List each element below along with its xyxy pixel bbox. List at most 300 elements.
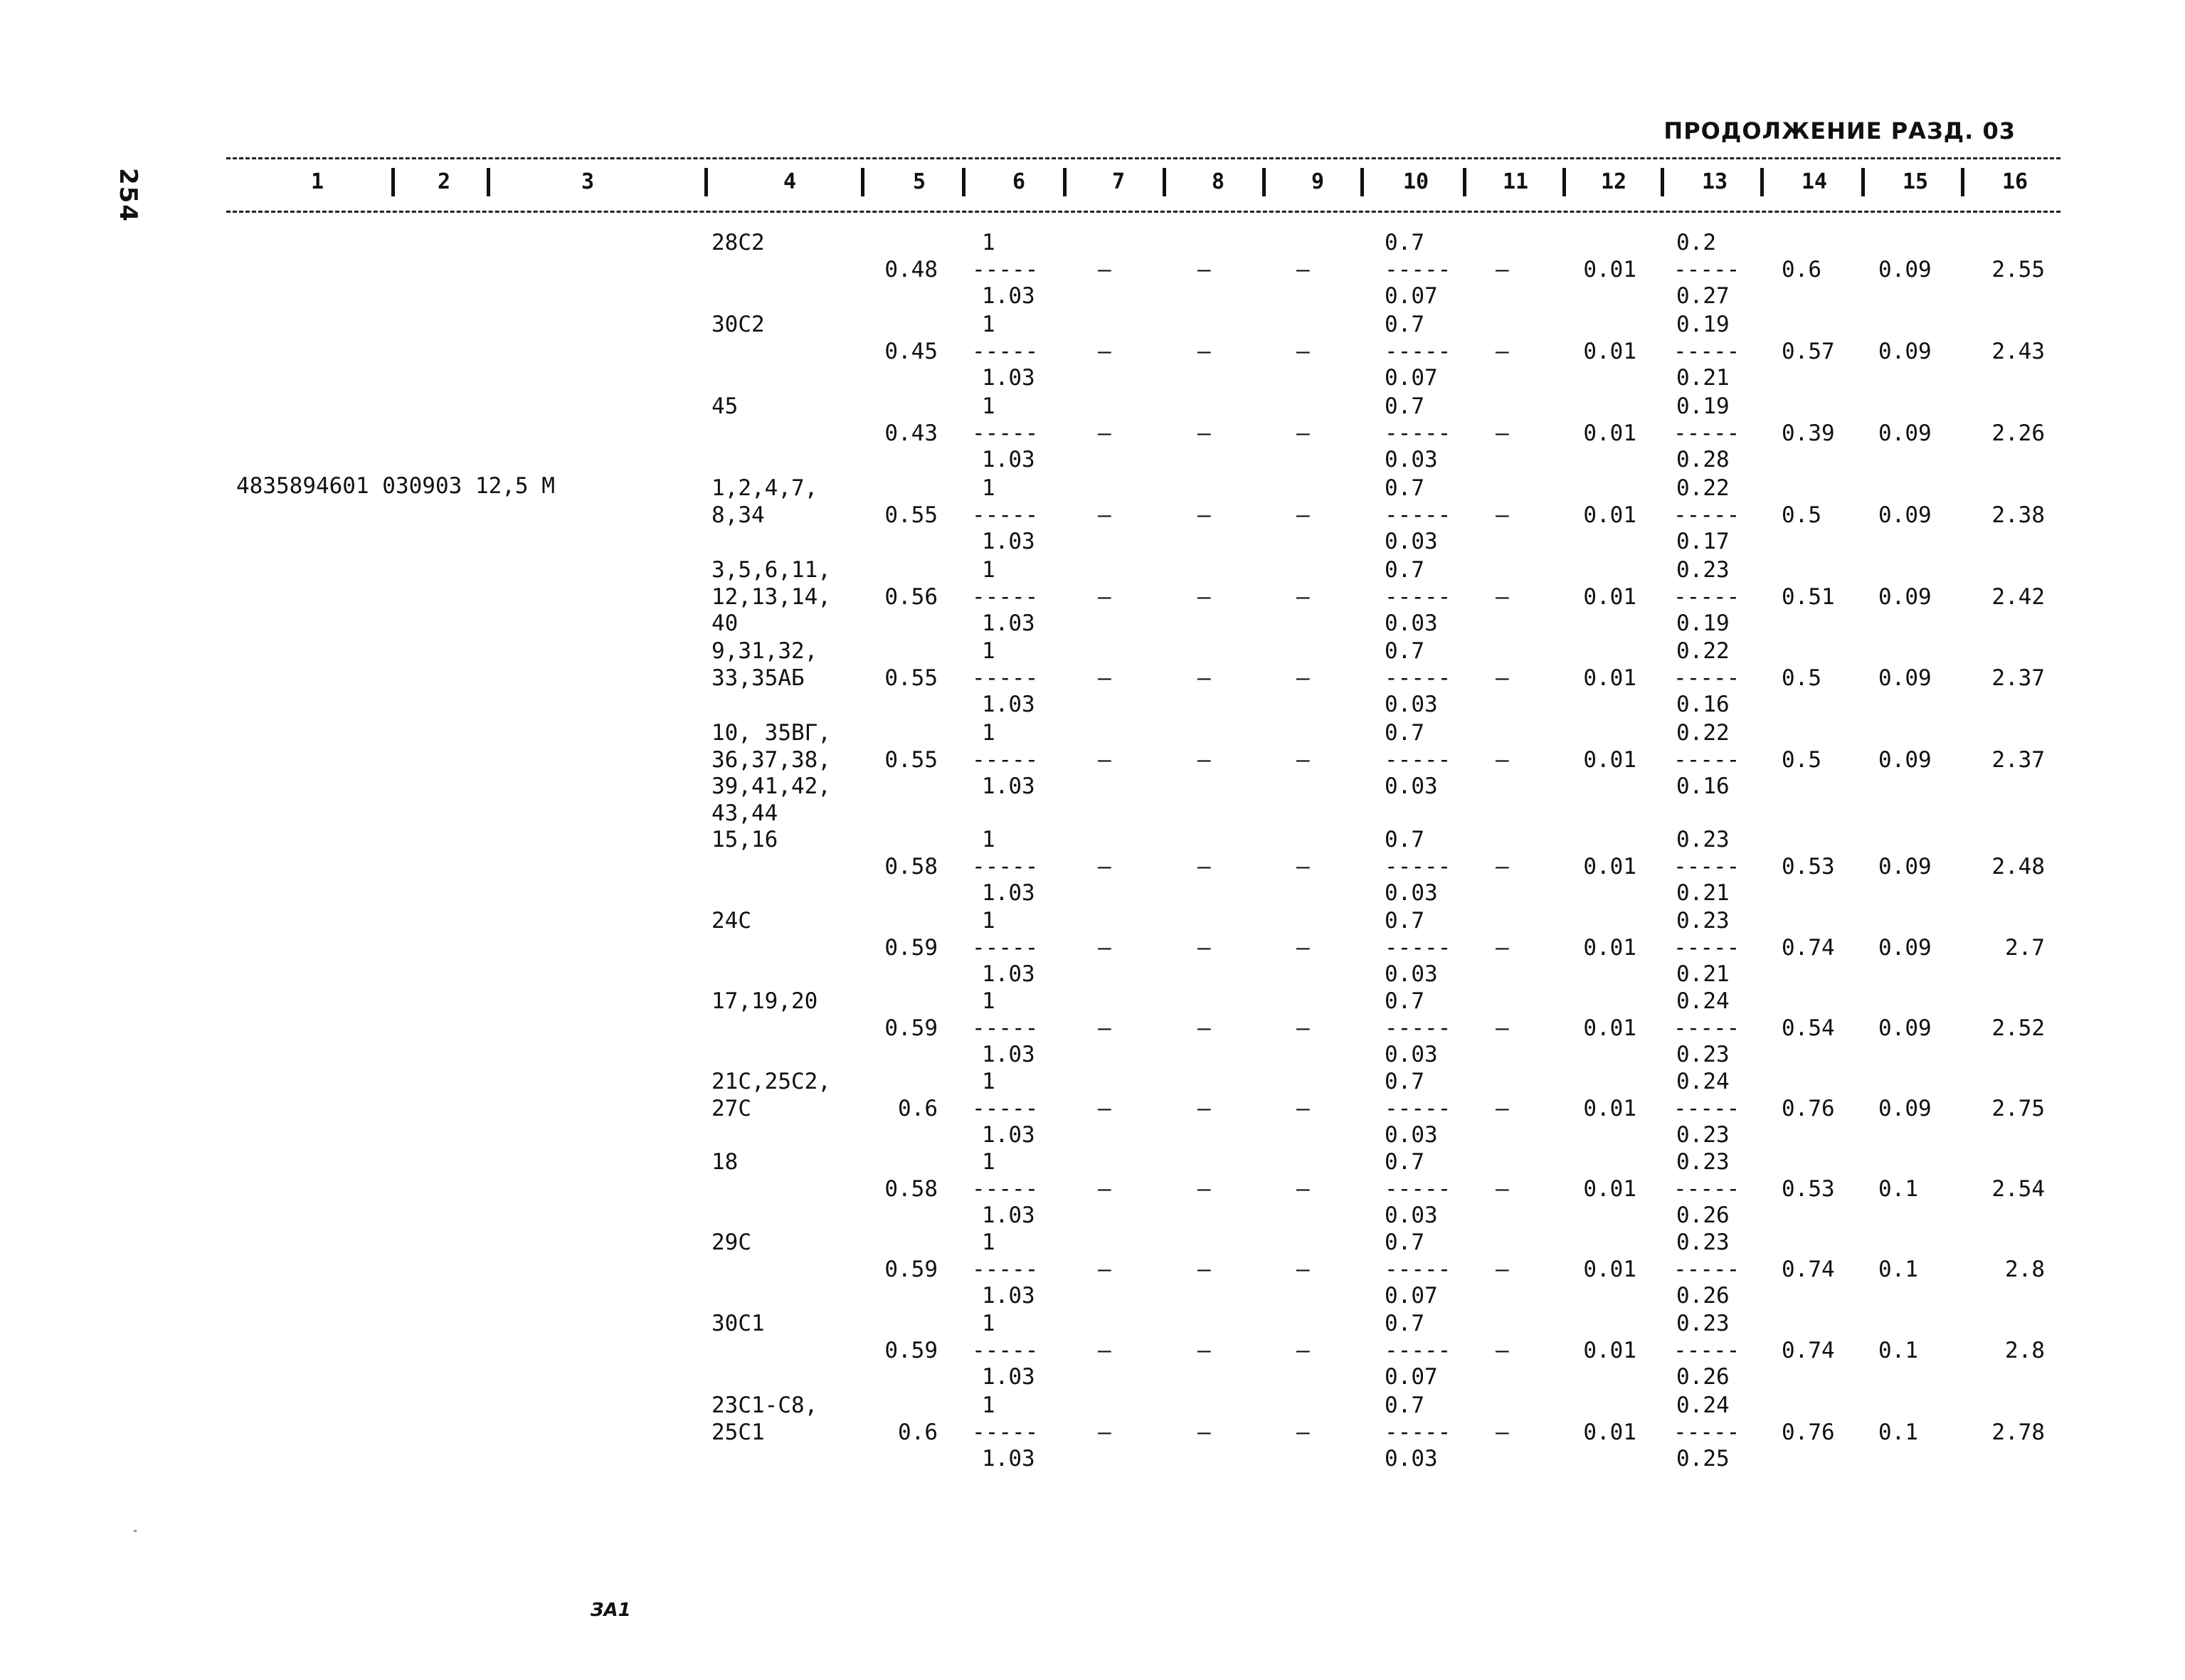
row-9-col9: – [1296,934,1310,961]
column-separator [1961,168,1964,196]
row-14-col8: – [1197,1337,1211,1363]
row-11-col11: – [1496,1095,1509,1121]
row-9-col5: 0.59 [884,934,938,961]
row-4-col10-den: 0.03 [1385,529,1438,554]
row-3-col7: – [1098,420,1111,446]
row-3-col6-bar: ----- [972,420,1039,446]
row-3-col9: – [1296,420,1310,446]
row-10-col6-num: 1 [982,988,995,1014]
column-header-11: 11 [1502,169,1529,194]
row-9-col8: – [1197,934,1211,961]
row-6-col13-den: 0.16 [1676,692,1730,717]
row-13-col13-num: 0.23 [1676,1230,1730,1255]
column-header-13: 13 [1701,169,1728,194]
row-15-col16: 2.78 [1991,1419,2045,1445]
row-12-col6-bar: ----- [972,1176,1039,1202]
row-8-col14: 0.53 [1782,853,1835,879]
row-7-designation: 43,44 [711,800,778,826]
footer-stamp: ЗА1 [591,1600,631,1621]
row-7-col10-bar: ----- [1385,746,1451,773]
row-7-col10-den: 0.03 [1385,773,1438,799]
row-12-col5: 0.58 [884,1176,938,1202]
row-4-col15: 0.09 [1878,502,1932,528]
column-header-14: 14 [1801,169,1828,194]
row-8-col11: – [1496,853,1509,879]
row-13-col6-den: 1.03 [982,1283,1035,1309]
row-4-designation: 1,2,4,7, [711,475,818,501]
row-12-col16: 2.54 [1991,1176,2045,1202]
row-6-col13-num: 0.22 [1676,638,1730,664]
row-9-col14: 0.74 [1782,934,1835,961]
row-3-col12: 0.01 [1583,420,1636,446]
row-9-col6-den: 1.03 [982,961,1035,987]
column-header-5: 5 [912,169,926,194]
row-10-col10-num: 0.7 [1385,988,1424,1014]
row-15-col13-den: 0.25 [1676,1446,1730,1472]
row-12-col11: – [1496,1176,1509,1202]
row-4-col5: 0.55 [884,502,938,528]
row-1-col10-den: 0.07 [1385,283,1438,309]
row-8-col7: – [1098,853,1111,879]
row-12-col10-den: 0.03 [1385,1203,1438,1228]
row-1-col10-num: 0.7 [1385,230,1424,255]
row-9-designation: 24С [711,908,751,934]
row-14-col10-num: 0.7 [1385,1311,1424,1336]
row-5-col13-den: 0.19 [1676,611,1730,636]
row-9-col10-den: 0.03 [1385,961,1438,987]
row-5-col6-num: 1 [982,557,995,583]
row-15-col10-den: 0.03 [1385,1446,1438,1472]
row-7-col13-bar: ----- [1673,746,1740,773]
row-1-col5: 0.48 [884,256,938,282]
row-12-col10-num: 0.7 [1385,1149,1424,1175]
row-12-col14: 0.53 [1782,1176,1835,1202]
row-11-col14: 0.76 [1782,1095,1835,1121]
row-11-col8: – [1197,1095,1211,1121]
row-2-col13-den: 0.21 [1676,365,1730,391]
row-15-col5: 0.6 [898,1419,938,1445]
row-10-col16: 2.52 [1991,1015,2045,1041]
row-8-col6-num: 1 [982,827,995,852]
row-11-col13-num: 0.24 [1676,1069,1730,1094]
row-7-col15: 0.09 [1878,746,1932,773]
row-9-col13-den: 0.21 [1676,961,1730,987]
row-4-col13-bar: ----- [1673,502,1740,528]
row-11-col12: 0.01 [1583,1095,1636,1121]
row-1-col14: 0.6 [1782,256,1821,282]
row-4-col11: – [1496,502,1509,528]
row-15-col7: – [1098,1419,1111,1445]
row-7-col14: 0.5 [1782,746,1821,773]
row-8-col6-den: 1.03 [982,880,1035,906]
row-11-col5: 0.6 [898,1095,938,1121]
row-1-col6-den: 1.03 [982,283,1035,309]
row-5-col5: 0.56 [884,583,938,610]
row-2-col9: – [1296,338,1310,364]
row-2-col5: 0.45 [884,338,938,364]
row-13-col13-bar: ----- [1673,1256,1740,1282]
column-separator [1861,168,1865,196]
row-13-col9: – [1296,1256,1310,1282]
row-6-col13-bar: ----- [1673,665,1740,691]
row-12-col10-bar: ----- [1385,1176,1451,1202]
code-cell: 4835894601 030903 12,5 М [236,473,555,499]
row-2-col7: – [1098,338,1111,364]
row-12-col12: 0.01 [1583,1176,1636,1202]
row-10-col8: – [1197,1015,1211,1041]
row-14-col6-num: 1 [982,1311,995,1336]
row-15-col6-den: 1.03 [982,1446,1035,1472]
row-14-col6-bar: ----- [972,1337,1039,1363]
row-9-col6-num: 1 [982,908,995,934]
row-5-col13-num: 0.23 [1676,557,1730,583]
row-8-col10-den: 0.03 [1385,880,1438,906]
row-9-col15: 0.09 [1878,934,1932,961]
row-5-col15: 0.09 [1878,583,1932,610]
row-6-col9: – [1296,665,1310,691]
row-6-col16: 2.37 [1991,665,2045,691]
column-header-2: 2 [437,169,451,194]
column-header-4: 4 [783,169,797,194]
row-11-col6-num: 1 [982,1069,995,1094]
row-13-col6-num: 1 [982,1230,995,1255]
row-5-designation: 12,13,14, [711,583,831,610]
row-15-col6-num: 1 [982,1393,995,1418]
column-header-3: 3 [581,169,595,194]
row-7-col16: 2.37 [1991,746,2045,773]
row-12-designation: 18 [711,1149,739,1175]
row-12-col13-bar: ----- [1673,1176,1740,1202]
row-2-col14: 0.57 [1782,338,1835,364]
row-13-col5: 0.59 [884,1256,938,1282]
row-8-col8: – [1197,853,1211,879]
row-9-col10-num: 0.7 [1385,908,1424,934]
row-13-col15: 0.1 [1878,1256,1918,1282]
row-10-col13-den: 0.23 [1676,1042,1730,1067]
row-7-col12: 0.01 [1583,746,1636,773]
row-15-col15: 0.1 [1878,1419,1918,1445]
row-4-col6-den: 1.03 [982,529,1035,554]
row-8-designation: 15,16 [711,827,778,852]
row-1-col13-num: 0.2 [1676,230,1716,255]
row-9-col7: – [1098,934,1111,961]
row-6-col10-num: 0.7 [1385,638,1424,664]
row-9-col11: – [1496,934,1509,961]
row-6-designation: 33,35АБ [711,665,805,691]
row-13-col10-bar: ----- [1385,1256,1451,1282]
column-separator [1163,168,1166,196]
row-4-col12: 0.01 [1583,502,1636,528]
row-11-col10-num: 0.7 [1385,1069,1424,1094]
row-3-col13-num: 0.19 [1676,393,1730,419]
row-3-col15: 0.09 [1878,420,1932,446]
row-14-col7: – [1098,1337,1111,1363]
row-15-designation: 25С1 [711,1419,765,1445]
row-11-col13-den: 0.23 [1676,1122,1730,1148]
column-header-1: 1 [310,169,324,194]
row-5-col6-den: 1.03 [982,611,1035,636]
column-header-12: 12 [1600,169,1627,194]
row-3-col8: – [1197,420,1211,446]
row-6-col11: – [1496,665,1509,691]
column-separator [1760,168,1764,196]
row-7-col11: – [1496,746,1509,773]
row-3-col14: 0.39 [1782,420,1835,446]
row-6-col6-num: 1 [982,638,995,664]
row-12-col7: – [1098,1176,1111,1202]
row-6-col7: – [1098,665,1111,691]
row-11-col6-den: 1.03 [982,1122,1035,1148]
row-8-col10-num: 0.7 [1385,827,1424,852]
scan-speck [134,1530,137,1532]
row-2-col6-num: 1 [982,312,995,337]
row-10-col10-den: 0.03 [1385,1042,1438,1067]
row-15-col10-num: 0.7 [1385,1393,1424,1418]
row-13-col11: – [1496,1256,1509,1282]
row-13-col13-den: 0.26 [1676,1283,1730,1309]
row-15-col9: – [1296,1419,1310,1445]
row-5-col12: 0.01 [1583,583,1636,610]
row-7-col6-bar: ----- [972,746,1039,773]
row-8-col9: – [1296,853,1310,879]
column-header-8: 8 [1211,169,1225,194]
row-12-col13-num: 0.23 [1676,1149,1730,1175]
row-2-col6-den: 1.03 [982,365,1035,391]
row-3-col10-bar: ----- [1385,420,1451,446]
row-1-col6-num: 1 [982,230,995,255]
row-5-designation: 40 [711,611,739,636]
column-separator [391,168,395,196]
row-6-designation: 9,31,32, [711,638,818,664]
row-11-col6-bar: ----- [972,1095,1039,1121]
column-header-16: 16 [2001,169,2028,194]
row-7-designation: 36,37,38, [711,746,831,773]
row-5-col10-num: 0.7 [1385,557,1424,583]
row-2-col8: – [1197,338,1211,364]
column-separator [1661,168,1664,196]
row-3-col6-den: 1.03 [982,447,1035,472]
row-14-col10-den: 0.07 [1385,1364,1438,1390]
row-10-col13-bar: ----- [1673,1015,1740,1041]
row-2-col10-bar: ----- [1385,338,1451,364]
row-1-col15: 0.09 [1878,256,1932,282]
row-15-col10-bar: ----- [1385,1419,1451,1445]
column-header-10: 10 [1402,169,1429,194]
row-6-col6-bar: ----- [972,665,1039,691]
row-1-col9: – [1296,256,1310,282]
row-13-col10-den: 0.07 [1385,1283,1438,1309]
row-4-col8: – [1197,502,1211,528]
row-1-col13-den: 0.27 [1676,283,1730,309]
row-9-col6-bar: ----- [972,934,1039,961]
row-10-col6-den: 1.03 [982,1042,1035,1067]
column-separator [1262,168,1266,196]
column-header-6: 6 [1012,169,1026,194]
row-9-col12: 0.01 [1583,934,1636,961]
row-8-col10-bar: ----- [1385,853,1451,879]
row-7-col13-den: 0.16 [1676,773,1730,799]
row-4-col10-num: 0.7 [1385,475,1424,501]
row-1-col8: – [1197,256,1211,282]
row-11-col10-den: 0.03 [1385,1122,1438,1148]
row-3-col13-den: 0.28 [1676,447,1730,472]
page-number: 254 [114,168,142,223]
column-header-7: 7 [1111,169,1126,194]
row-14-col14: 0.74 [1782,1337,1835,1363]
row-13-col16: 2.8 [2005,1256,2045,1282]
row-9-col13-bar: ----- [1673,934,1740,961]
row-8-col12: 0.01 [1583,853,1636,879]
row-15-col11: – [1496,1419,1509,1445]
row-10-col9: – [1296,1015,1310,1041]
row-6-col14: 0.5 [1782,665,1821,691]
row-10-col5: 0.59 [884,1015,938,1041]
row-11-col9: – [1296,1095,1310,1121]
row-14-col5: 0.59 [884,1337,938,1363]
row-7-designation: 10, 35ВГ, [711,720,831,746]
row-4-col10-bar: ----- [1385,502,1451,528]
row-14-col15: 0.1 [1878,1337,1918,1363]
row-15-col12: 0.01 [1583,1419,1636,1445]
row-14-col13-num: 0.23 [1676,1311,1730,1336]
row-6-col10-bar: ----- [1385,665,1451,691]
row-3-col10-den: 0.03 [1385,447,1438,472]
row-5-col8: – [1197,583,1211,610]
row-7-col8: – [1197,746,1211,773]
row-3-col13-bar: ----- [1673,420,1740,446]
row-2-col16: 2.43 [1991,338,2045,364]
row-5-col16: 2.42 [1991,583,2045,610]
row-8-col6-bar: ----- [972,853,1039,879]
row-10-col11: – [1496,1015,1509,1041]
row-6-col10-den: 0.03 [1385,692,1438,717]
row-3-designation: 45 [711,393,739,419]
row-8-col15: 0.09 [1878,853,1932,879]
row-7-col6-den: 1.03 [982,773,1035,799]
row-2-col13-bar: ----- [1673,338,1740,364]
column-header-15: 15 [1902,169,1929,194]
row-13-col10-num: 0.7 [1385,1230,1424,1255]
row-10-col7: – [1098,1015,1111,1041]
row-9-col10-bar: ----- [1385,934,1451,961]
row-7-col6-num: 1 [982,720,995,746]
column-separator [1063,168,1067,196]
row-4-designation: 8,34 [711,502,765,528]
row-10-col10-bar: ----- [1385,1015,1451,1041]
row-9-col16: 2.7 [2005,934,2045,961]
row-5-col10-bar: ----- [1385,583,1451,610]
column-separator [861,168,864,196]
row-11-col13-bar: ----- [1673,1095,1740,1121]
row-14-col13-bar: ----- [1673,1337,1740,1363]
row-6-col12: 0.01 [1583,665,1636,691]
column-separator [1360,168,1364,196]
row-9-col13-num: 0.23 [1676,908,1730,934]
row-13-col7: – [1098,1256,1111,1282]
row-3-col10-num: 0.7 [1385,393,1424,419]
row-1-col6-bar: ----- [972,256,1039,282]
row-5-col10-den: 0.03 [1385,611,1438,636]
row-4-col6-bar: ----- [972,502,1039,528]
row-5-col6-bar: ----- [972,583,1039,610]
row-8-col13-den: 0.21 [1676,880,1730,906]
continuation-title: ПРОДОЛЖЕНИЕ РАЗД. 03 [1663,117,2016,144]
row-8-col16: 2.48 [1991,853,2045,879]
row-2-col15: 0.09 [1878,338,1932,364]
row-7-col7: – [1098,746,1111,773]
row-7-col5: 0.55 [884,746,938,773]
row-1-col13-bar: ----- [1673,256,1740,282]
row-14-col16: 2.8 [2005,1337,2045,1363]
row-2-col13-num: 0.19 [1676,312,1730,337]
row-12-col8: – [1197,1176,1211,1202]
row-5-col11: – [1496,583,1509,610]
row-14-col11: – [1496,1337,1509,1363]
row-10-col6-bar: ----- [972,1015,1039,1041]
row-15-col8: – [1197,1419,1211,1445]
row-6-col8: – [1197,665,1211,691]
row-13-col12: 0.01 [1583,1256,1636,1282]
row-5-col13-bar: ----- [1673,583,1740,610]
row-2-col11: – [1496,338,1509,364]
row-13-col6-bar: ----- [972,1256,1039,1282]
row-4-col13-num: 0.22 [1676,475,1730,501]
row-10-col14: 0.54 [1782,1015,1835,1041]
row-5-col9: – [1296,583,1310,610]
row-1-designation: 28С2 [711,230,765,255]
row-2-designation: 30С2 [711,312,765,337]
row-12-col6-den: 1.03 [982,1203,1035,1228]
row-3-col16: 2.26 [1991,420,2045,446]
row-7-designation: 39,41,42, [711,773,831,799]
row-8-col13-bar: ----- [1673,853,1740,879]
row-12-col6-num: 1 [982,1149,995,1175]
row-3-col5: 0.43 [884,420,938,446]
row-5-col7: – [1098,583,1111,610]
row-4-col13-den: 0.17 [1676,529,1730,554]
column-separator [704,168,708,196]
row-7-col13-num: 0.22 [1676,720,1730,746]
row-1-col16: 2.55 [1991,256,2045,282]
row-11-col15: 0.09 [1878,1095,1932,1121]
row-15-col13-num: 0.24 [1676,1393,1730,1418]
row-3-col6-num: 1 [982,393,995,419]
column-separator [1463,168,1466,196]
row-14-col10-bar: ----- [1385,1337,1451,1363]
row-4-col14: 0.5 [1782,502,1821,528]
row-12-col9: – [1296,1176,1310,1202]
row-4-col7: – [1098,502,1111,528]
row-11-col10-bar: ----- [1385,1095,1451,1121]
row-1-col7: – [1098,256,1111,282]
row-10-designation: 17,19,20 [711,988,818,1014]
row-15-col6-bar: ----- [972,1419,1039,1445]
row-7-col10-num: 0.7 [1385,720,1424,746]
row-11-designation: 21С,25С2, [711,1069,831,1094]
header-rule-top [226,157,2060,159]
row-11-col7: – [1098,1095,1111,1121]
row-15-designation: 23С1-С8, [711,1393,818,1418]
row-13-designation: 29С [711,1230,751,1255]
row-6-col15: 0.09 [1878,665,1932,691]
row-4-col16: 2.38 [1991,502,2045,528]
row-14-col9: – [1296,1337,1310,1363]
row-11-designation: 27С [711,1095,751,1121]
row-15-col13-bar: ----- [1673,1419,1740,1445]
row-2-col12: 0.01 [1583,338,1636,364]
row-14-col6-den: 1.03 [982,1364,1035,1390]
row-2-col10-den: 0.07 [1385,365,1438,391]
